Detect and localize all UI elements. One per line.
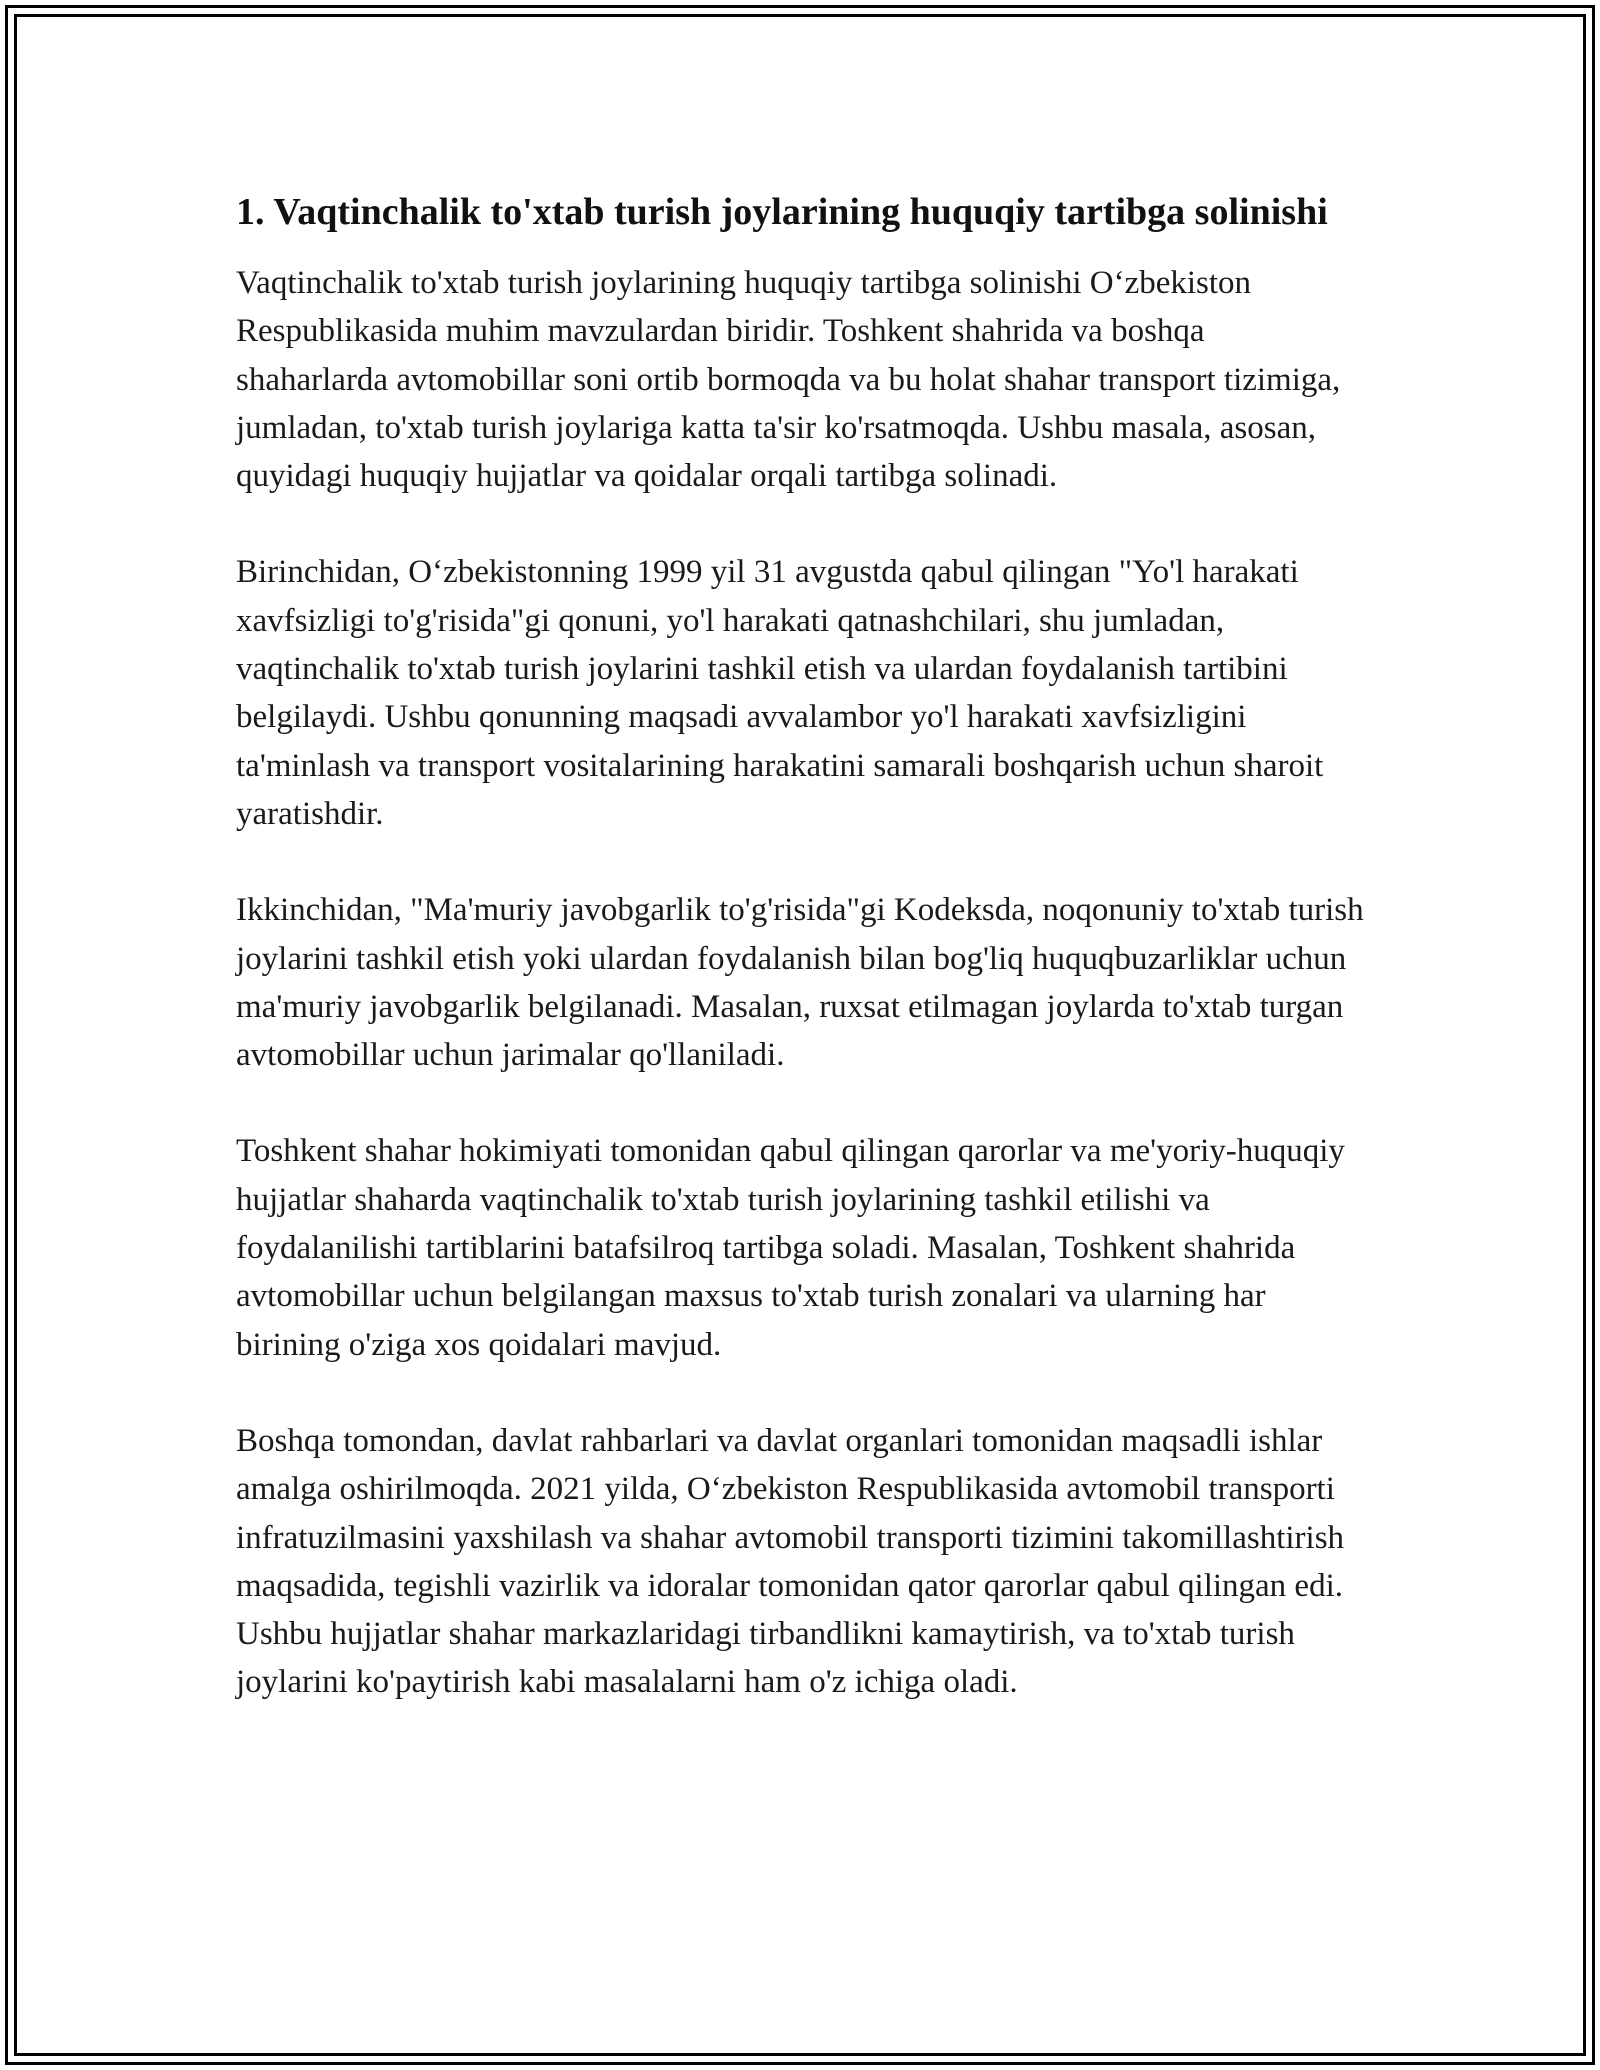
section-heading: 1. Vaqtinchalik to'xtab turish joylarining huquqiy tartibga solinishi — [236, 191, 1328, 233]
paragraph-administrative-code: Ikkinchidan, "Ma'muriy javobgarlik to'g'risida"gi Kodeksda, noqonuniy to'xtab turish joylarini tashkil etish yoki ulardan foydalanish bilan bog'liq huquqbuzarliklar uchun ma'muriy javobgarlik belgilanadi. Masalan, ruxsat etilmagan joylarda to'xtab turgan avtomobillar uchun jarimalar qo'llaniladi. — [236, 892, 1364, 1074]
paragraph-tashkent-decisions: Toshkent shahar hokimiyati tomonidan qabul qilingan qarorlar va me'yoriy-huquqiy hujjatlar shaharda vaqtinchalik to'xtab turish joylarining tashkil etilishi va foydalanilishi tartiblarini batafsilroq tartibga soladi. Masalan, Toshkent shahrida avtomobillar uchun belgilangan maxsus to'xtab turish zonalari va ularning har birining o'ziga xos qoidalari mavjud. — [236, 1133, 1345, 1363]
paragraph-traffic-law: Birinchidan, O‘zbekistonning 1999 yil 31 avgustda qabul qilingan "Yo'l harakati xavfsizligi to'g'risida"gi qonuni, yo'l harakati qatnashchilari, shu jumladan, vaqtinchalik to'xtab turish joylarini tashkil etish va ulardan foydalanish tartibini belgilaydi. Ushbu qonunning maqsadi avvalambor yo'l harakati xavfsizligini ta'minlash va transport vositalarining harakatini samarali boshqarish uchun sharoit yaratishdir. — [236, 554, 1324, 832]
document-body — [236, 185, 1364, 1755]
paragraph-intro: Vaqtinchalik to'xtab turish joylarining huquqiy tartibga solinishi O‘zbekiston Respublikasida muhim mavzulardan biridir. Toshkent shahrida va boshqa shaharlarda avtomobillar soni ortib bormoqda va bu holat shahar transport tizimiga, jumladan, to'xtab turish joylariga katta ta'sir ko'rsatmoqda. Ushbu masala, asosan, quyidagi huquqiy hujjatlar va qoidalar orqali tartibga solinadi. — [236, 265, 1341, 495]
paragraph-government-measures: Boshqa tomondan, davlat rahbarlari va davlat organlari tomonidan maqsadli ishlar amalga oshirilmoqda. 2021 yilda, O‘zbekiston Respublikasida avtomobil transporti infratuzilmasini yaxshilash va shahar avtomobil transporti tizimini takomillashtirish maqsadida, tegishli vazirlik va idoralar tomonidan qator qarorlar qabul qilingan edi. Ushbu hujjatlar shahar markazlaridagi tirbandlikni kamaytirish, va to'xtab turish joylarini ko'paytirish kabi masalalarni ham o'z ichiga oladi. — [236, 1422, 1345, 1701]
